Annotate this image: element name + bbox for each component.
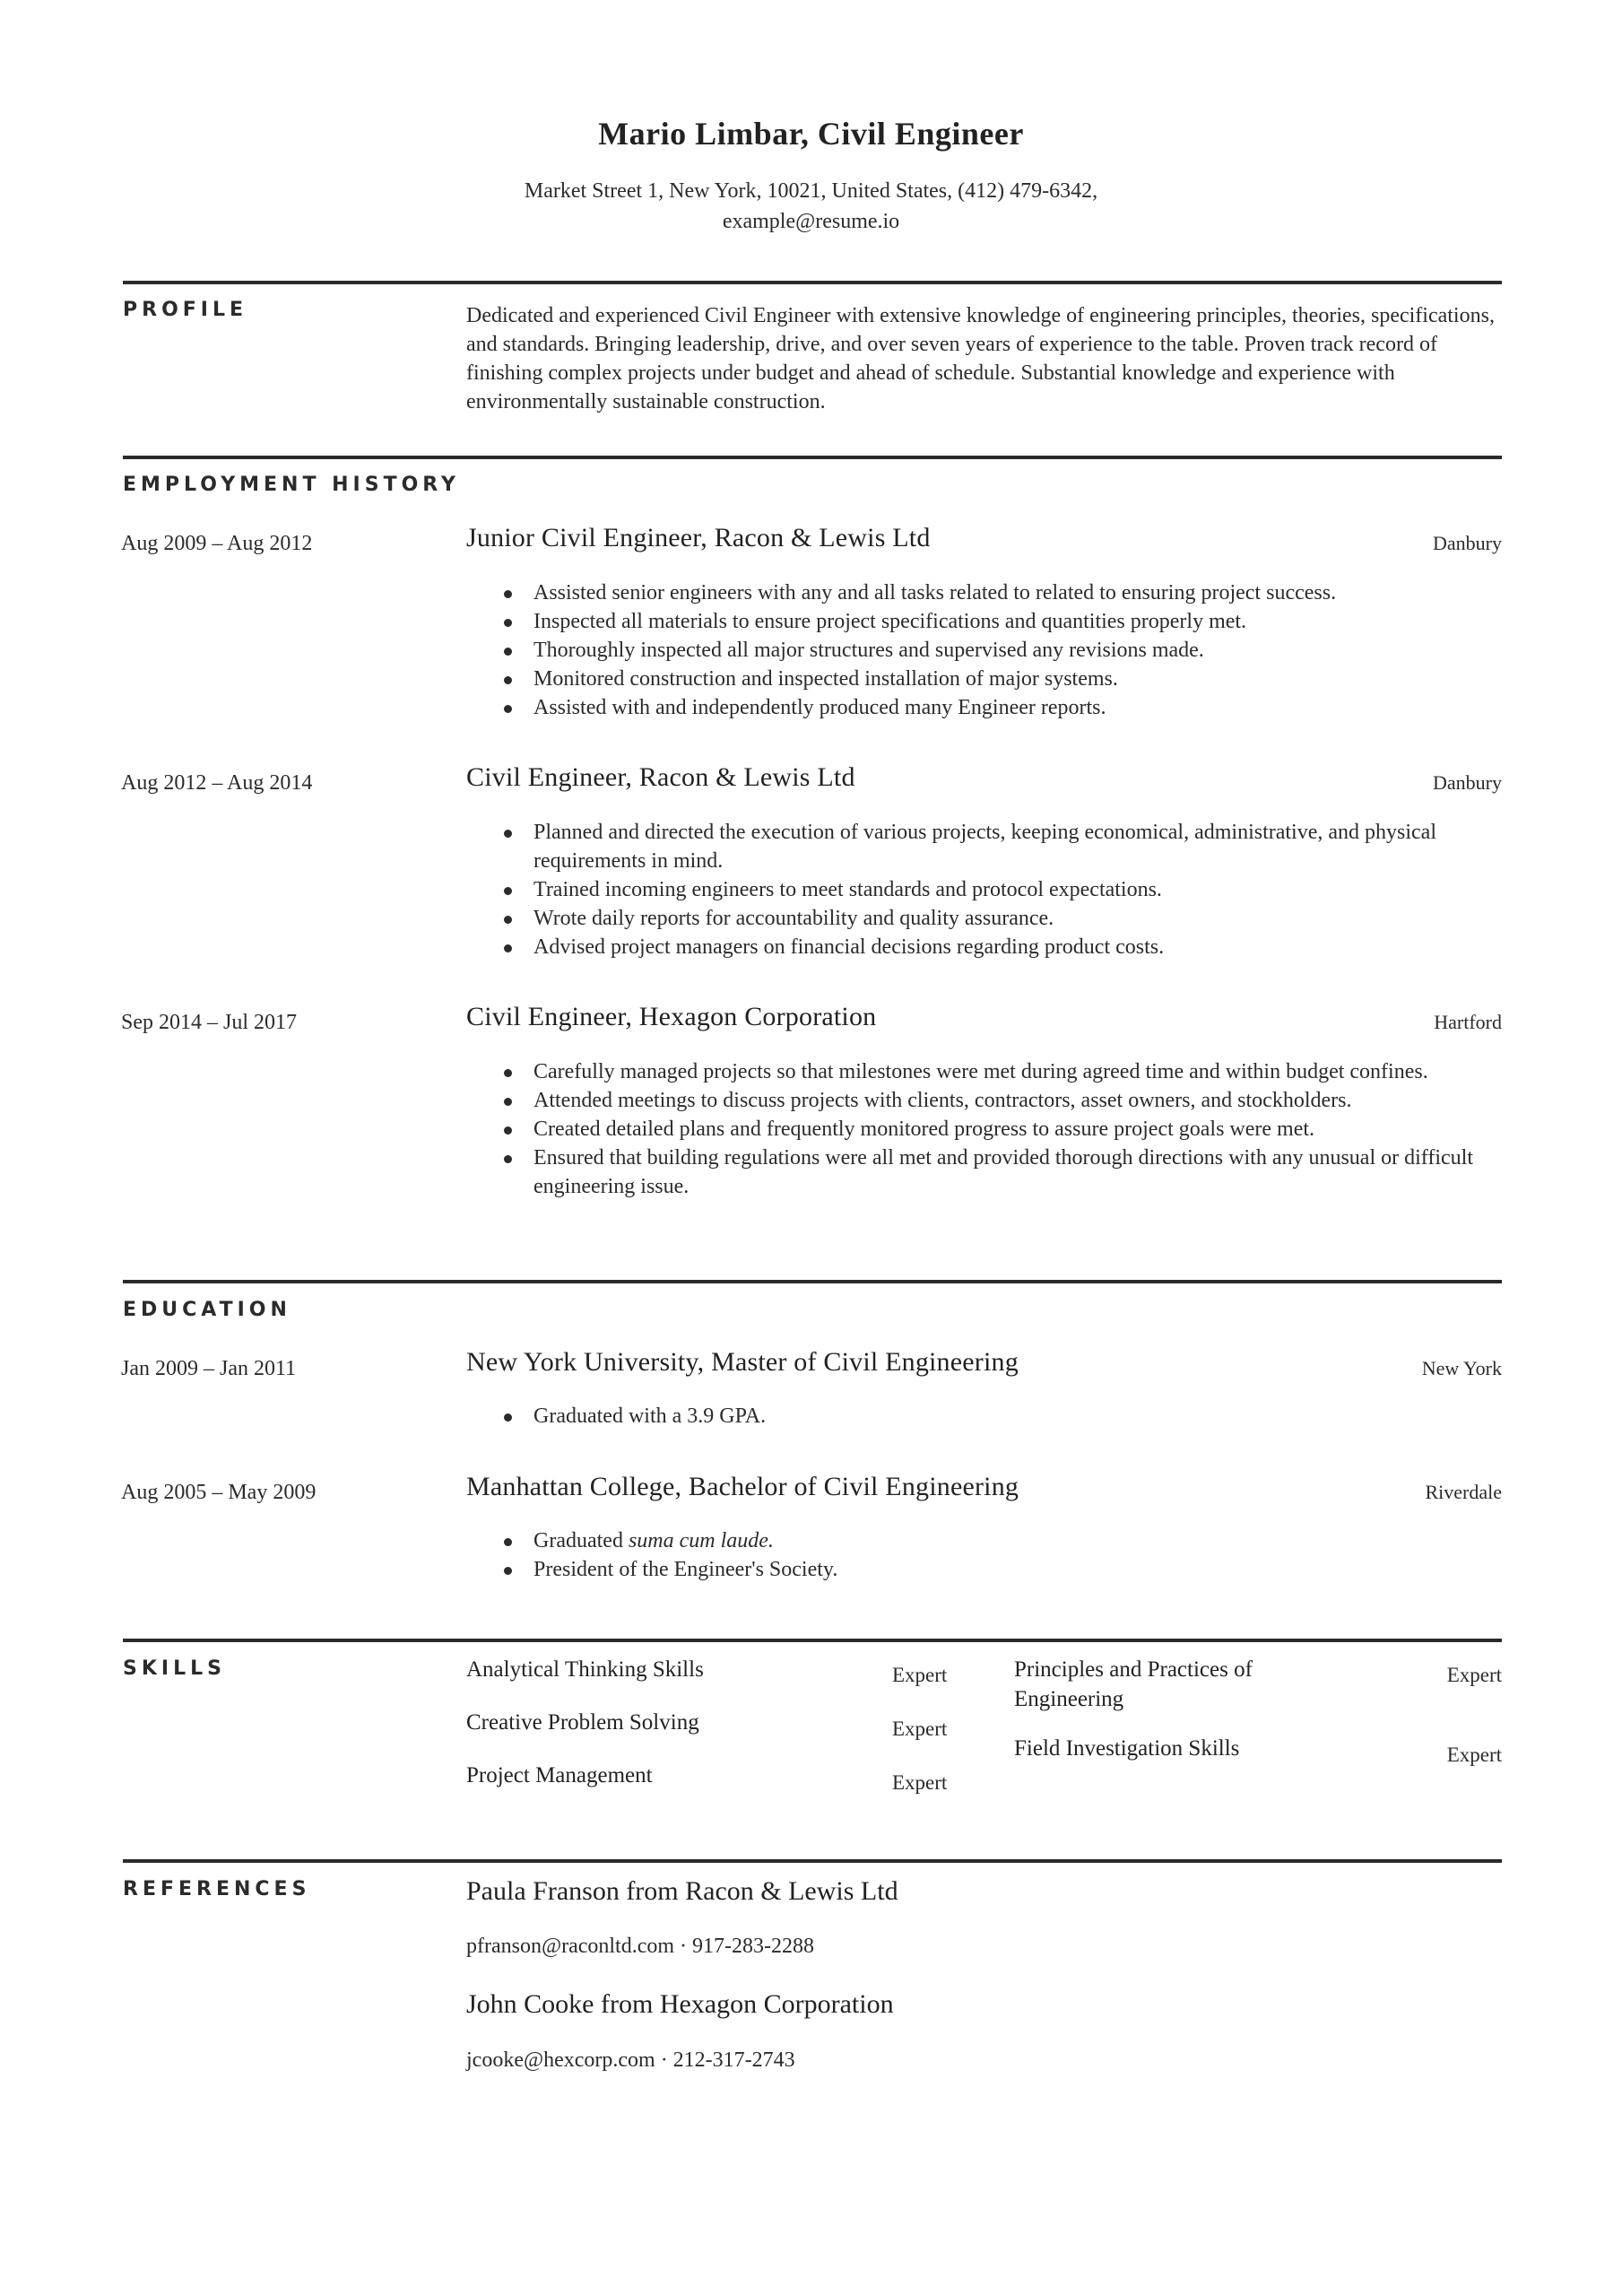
reference-name: John Cooke from Hexagon Corporation xyxy=(466,1989,894,2019)
section-divider xyxy=(123,1859,1502,1863)
skill-name: Principles and Practices of Engineering xyxy=(1014,1657,1253,1711)
bullet-item: Carefully managed projects so that milestones were met during agreed time and within budget confines. xyxy=(466,1057,1497,1086)
section-label-employment: EMPLOYMENT HISTORY xyxy=(123,474,460,496)
job-dates: Aug 2009 – Aug 2012 xyxy=(121,532,313,555)
bullet-italic: suma cum laude. xyxy=(628,1529,774,1552)
education-dates: Jan 2009 – Jan 2011 xyxy=(121,1357,297,1380)
contact-address-line: Market Street 1, New York, 10021, United States, (412) 479-6342, xyxy=(524,179,1098,203)
job-title: Junior Civil Engineer, Racon & Lewis Ltd xyxy=(466,523,931,552)
education-city: New York xyxy=(1421,1357,1502,1379)
job-city: Danbury xyxy=(1433,771,1502,794)
profile-text: Dedicated and experienced Civil Engineer with extensive knowledge of engineering principles, theories, specifications, and standards. Bringing leadership, drive, and over seven years of experience to the table. Proven track record of finishing complex projects under budget and ahead of schedule. Substantial knowledge and experience with environmentally sustainable construction. xyxy=(466,304,1495,413)
reference-contact: pfranson@raconltd.com · 917-283-2288 xyxy=(466,1935,815,1958)
education-title: New York University, Master of Civil Engineering xyxy=(466,1347,1019,1377)
bullet-item xyxy=(466,1526,1497,1555)
skill-name: Field Investigation Skills xyxy=(1014,1736,1240,1761)
education-bullets xyxy=(466,1402,1497,1431)
section-label-skills: SKILLS xyxy=(123,1657,226,1680)
skill-name: Project Management xyxy=(466,1763,653,1787)
bullet-item: Planned and directed the execution of various projects, keeping economical, administrative, and physical requirements in mind. xyxy=(466,818,1497,875)
bullet-item: Graduated with a 3.9 GPA. xyxy=(466,1402,1497,1431)
section-label-education: EDUCATION xyxy=(123,1299,291,1321)
skill-level: Expert xyxy=(892,1664,948,1686)
section-label-references: REFERENCES xyxy=(123,1878,311,1900)
job-bullets xyxy=(466,818,1497,961)
bullet-prefix: Graduated xyxy=(533,1529,629,1552)
resume-header xyxy=(0,115,1622,237)
skill-name: Analytical Thinking Skills xyxy=(466,1657,704,1682)
education-title: Manhattan College, Bachelor of Civil Engineering xyxy=(466,1472,1019,1501)
contact-info xyxy=(0,176,1622,237)
job-bullets xyxy=(466,1057,1497,1201)
bullet-item: Thoroughly inspected all major structures and supervised any revisions made. xyxy=(466,636,1497,665)
candidate-name: Mario Limbar, Civil Engineer xyxy=(598,116,1024,152)
contact-email: example@resume.io xyxy=(722,210,900,233)
section-divider xyxy=(123,1639,1502,1642)
section-divider xyxy=(123,281,1502,284)
skill-level: Expert xyxy=(892,1771,948,1794)
bullet-item: Created detailed plans and frequently monitored progress to assure project goals were met. xyxy=(466,1115,1497,1144)
job-dates: Sep 2014 – Jul 2017 xyxy=(121,1011,298,1034)
reference-contact: jcooke@hexcorp.com · 212-317-2743 xyxy=(466,2048,795,2072)
education-bullets xyxy=(466,1526,1497,1584)
bullet-item: President of the Engineer's Society. xyxy=(466,1555,1497,1584)
bullet-item: Wrote daily reports for accountability and quality assurance. xyxy=(466,904,1497,933)
section-divider xyxy=(123,456,1502,459)
bullet-item: Attended meetings to discuss projects with clients, contractors, asset owners, and stockholders. xyxy=(466,1086,1497,1115)
job-city: Danbury xyxy=(1433,532,1502,554)
bullet-item: Inspected all materials to ensure project specifications and quantities properly met. xyxy=(466,607,1497,636)
job-dates: Aug 2012 – Aug 2014 xyxy=(121,771,313,795)
reference-name: Paula Franson from Racon & Lewis Ltd xyxy=(466,1876,898,1906)
bullet-item: Trained incoming engineers to meet standards and protocol expectations. xyxy=(466,875,1497,904)
skill-level: Expert xyxy=(892,1718,948,1740)
bullet-item: Monitored construction and inspected installation of major systems. xyxy=(466,665,1497,693)
bullet-item: Advised project managers on financial decisions regarding product costs. xyxy=(466,933,1497,961)
job-title: Civil Engineer, Racon & Lewis Ltd xyxy=(466,762,855,792)
bullet-item: Assisted senior engineers with any and all tasks related to related to ensuring project success. xyxy=(466,578,1497,607)
education-dates: Aug 2005 – May 2009 xyxy=(121,1481,317,1504)
bullet-item: Assisted with and independently produced many Engineer reports. xyxy=(466,693,1497,722)
bullet-item: Ensured that building regulations were all met and provided thorough directions with any unusual or difficult engineering issue. xyxy=(466,1144,1497,1201)
section-label-profile: PROFILE xyxy=(123,299,248,321)
job-bullets xyxy=(466,578,1497,722)
section-divider xyxy=(123,1280,1502,1283)
job-title: Civil Engineer, Hexagon Corporation xyxy=(466,1002,877,1031)
skill-name: Creative Problem Solving xyxy=(466,1710,699,1735)
skill-level: Expert xyxy=(1446,1744,1502,1766)
education-city: Riverdale xyxy=(1425,1481,1502,1503)
job-city: Hartford xyxy=(1434,1011,1502,1033)
skill-level: Expert xyxy=(1446,1664,1502,1686)
